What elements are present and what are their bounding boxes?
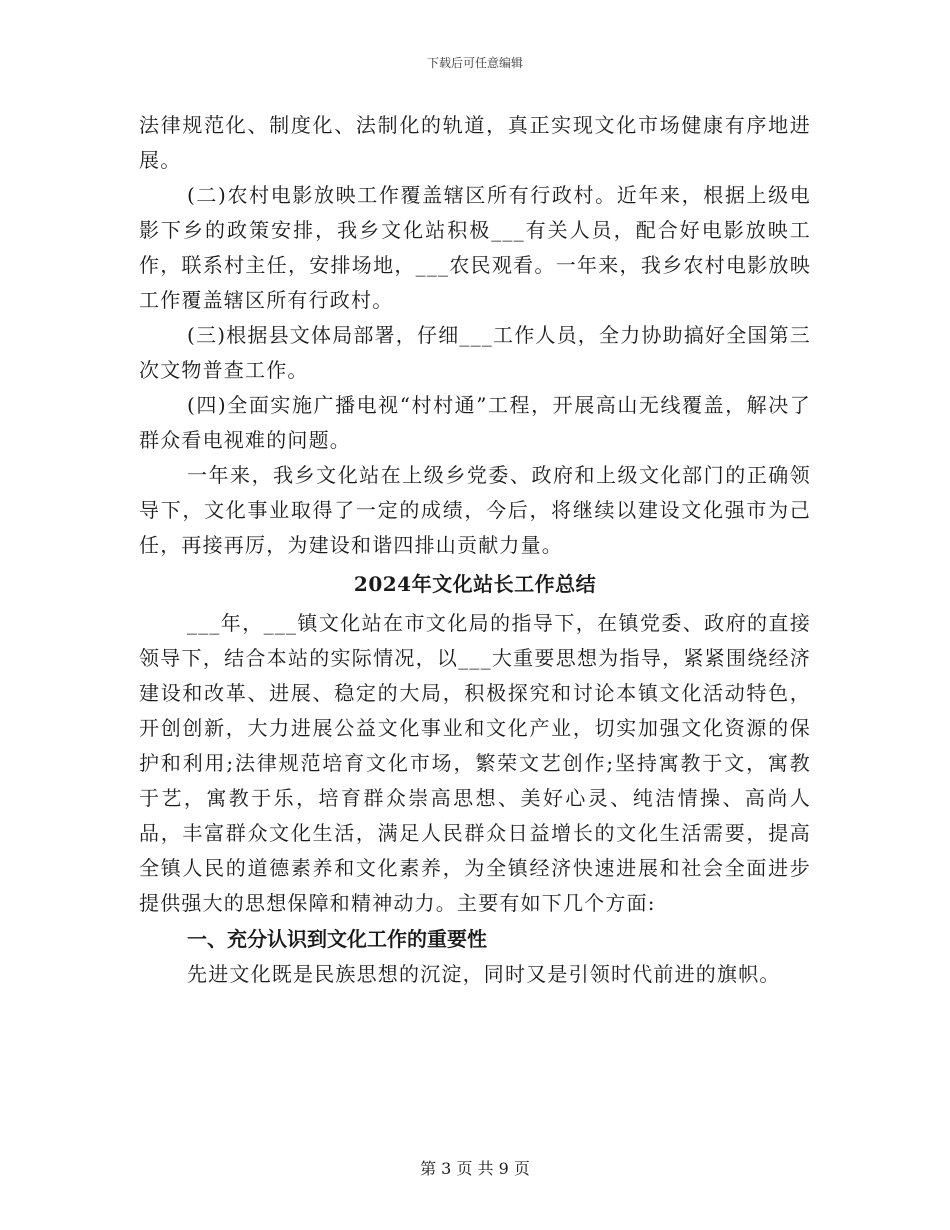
header-note: 下载后可任意编辑 [426,56,523,70]
paragraph-relic-survey: (三)根据县文体局部署，仔细___工作人员，全力协助搞好全国第三次文物普查工作。 [139,323,812,382]
paragraph-summary: 一年来，我乡文化站在上级乡党委、政府和上级文化部门的正确领导下，文化事业取得了一定的成绩，今后，将继续以建设文化强市为己任，再接再厉，为建设和谐四排山贡献力量。 [139,463,811,557]
document-body [139,108,811,992]
section-heading: 一、充分认识到文化工作的重要性 [187,927,487,951]
page-number: 第 3 页 共 9 页 [420,1159,530,1178]
paragraph-section-1: 先进文化既是民族思想的沉淀，同时又是引领时代前进的旗帜。 [187,962,781,986]
paragraph-intro: ___年，___镇文化站在市文化局的指导下，在镇党委、政府的直接领导下，结合本站的实际情况，以___大重要思想为指导，紧紧围绕经济建设和改革、进展、稳定的大局，积极探究和讨论本镇文化活动特色，开创创新，大力进展公益文化事业和文化产业，切实加强文化资源的保护和利用;法律规范培育文化市场，繁荣文艺创作;坚持寓教于文，寓教于艺，寓教于乐，培育群众崇高思想、美好心灵、纯洁情操、高尚人品，丰富群众文化生活，满足人民群众日益增长的文化生活需要，提高全镇人民的道德素养和文化素养，为全镇经济快速进展和社会全面进步提供强大的思想保障和精神动力。主要有如下几个方面: [139,611,811,915]
paragraph-continuation: 法律规范化、制度化、法制化的轨道，真正实现文化市场健康有序地进展。 [139,113,811,172]
paragraph-rural-film: (二)农村电影放映工作覆盖辖区所有行政村。近年来，根据上级电影下乡的政策安排，我乡文化站积极___有关人员，配合好电影放映工作，联系村主任，安排场地，___农民观看。一年来，我乡农村电影放映工作覆盖辖区所有行政村。 [139,183,811,312]
document-title: 2024年文化站长工作总结 [353,572,597,596]
paragraph-broadcast: (四)全面实施广播电视“村村通”工程，开展高山无线覆盖，解决了群众看电视难的问题。 [139,393,811,452]
